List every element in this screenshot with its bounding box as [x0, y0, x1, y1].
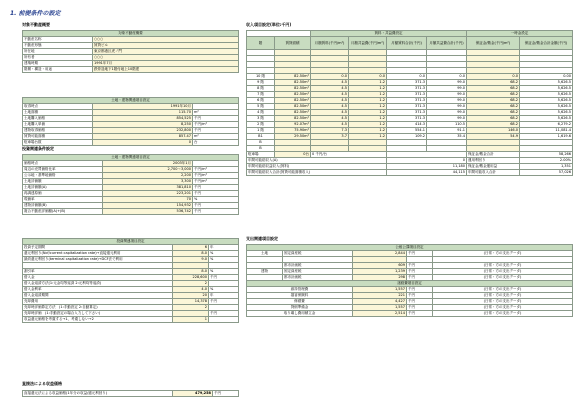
summary-label: 年間可能総収益収入(賃料)	[247, 164, 387, 170]
invest-unit: 千円	[193, 191, 239, 197]
income-col-header: 月額共益費(千円/m²)	[349, 37, 387, 50]
invest2-value[interactable]: 6	[173, 245, 209, 251]
overview-label: 所在地	[23, 49, 93, 55]
land-label: 駐車場台数	[23, 140, 93, 146]
land-label: 土地購入価格	[23, 116, 93, 122]
tax-table	[246, 244, 573, 281]
land-value[interactable]: 857.47	[93, 134, 193, 140]
invest2-unit: %	[209, 251, 239, 257]
tax-label: 都市計画税	[283, 263, 353, 269]
invest-unit: 千円/m²	[193, 179, 239, 185]
tax-unit: 千円	[407, 263, 433, 269]
invest2-unit: 千円	[209, 311, 239, 317]
misc-unit: 千円	[407, 293, 433, 299]
invest-label: 建物評価額(B)	[23, 203, 103, 209]
result-heading: 直接法による収益価格	[22, 381, 62, 386]
overview-value[interactable]: ○○○	[93, 37, 239, 43]
floor-cell[interactable]: 35.4	[427, 134, 467, 140]
parking-label: 駐車場	[247, 152, 275, 158]
invest2-label: 借入金利率	[23, 287, 173, 293]
floor-cell[interactable]: 5,626.5	[520, 98, 573, 104]
tax-value[interactable]: 609	[353, 263, 407, 269]
invest-unit: 千円/m²	[193, 173, 239, 179]
floor-cell[interactable]: 5,626.5	[520, 86, 573, 92]
invest-value[interactable]: 536,742	[103, 209, 193, 215]
summary-value2: 1,351	[520, 164, 573, 170]
floor-cell[interactable]: 4.5	[311, 110, 349, 116]
summary-label2: 保証金/敷金運用益	[467, 164, 520, 170]
land-label: 賃貸可能面積	[23, 134, 93, 140]
misc-value[interactable]: 1,557	[353, 287, 407, 293]
invest2-label: 最終還元利回り(terminal capitalization rate)→DCF法で利用	[23, 257, 173, 263]
invest-value[interactable]: 2003年1月	[103, 161, 193, 167]
floor-cell[interactable]: 99.0	[427, 80, 467, 86]
floor-cell[interactable]: 1.2	[349, 80, 387, 86]
overview-label: 建築時期	[23, 61, 93, 67]
tax-note: (日常・方の支出データ)	[433, 251, 573, 257]
land-label: 取得時点	[23, 104, 93, 110]
floor-cell[interactable]: 4.5	[311, 98, 349, 104]
floor-cell[interactable]: 4.5	[311, 86, 349, 92]
floor-cell[interactable]: 54.9	[467, 134, 520, 140]
land-label: 土地面積	[23, 110, 93, 116]
floor-cell[interactable]: 4.5	[311, 122, 349, 128]
tax-category: 建物	[247, 269, 283, 275]
floor-cell[interactable]: 3.7	[311, 134, 349, 140]
tax-unit: 千円	[407, 269, 433, 275]
invest2-value[interactable]: 228,600	[173, 275, 209, 281]
floor-label: 7 階	[247, 92, 275, 98]
floor-cell[interactable]: 99.0	[427, 92, 467, 98]
floor-label: 5 階	[247, 104, 275, 110]
invest2-unit: %	[209, 287, 239, 293]
floor-cell[interactable]: 1.2	[349, 122, 387, 128]
invest-value[interactable]: 2,200	[103, 173, 193, 179]
floor-cell[interactable]: 371.3	[387, 98, 427, 104]
income-col-header: 月額賃料合計(千円)	[387, 37, 427, 50]
misc-unit: 千円	[407, 299, 433, 305]
floor-cell[interactable]: 5,626.5	[520, 116, 573, 122]
misc-value[interactable]: 221	[353, 293, 407, 299]
tax-note: (日常・方の支出データ)	[433, 275, 573, 281]
land-label: 土地購入単価	[23, 122, 93, 128]
floor-cell[interactable]: 68.2	[467, 116, 520, 122]
floor-cell[interactable]: 82.50m²	[275, 92, 311, 98]
overview-value[interactable]: 東京都港区虎ノ門	[93, 49, 239, 55]
invest2-value[interactable]: 4.0	[173, 287, 209, 293]
land-unit: 千円	[193, 116, 239, 122]
floor-cell[interactable]: 82.50m²	[275, 74, 311, 80]
tax-note: (日常・方の支出データ)	[433, 263, 573, 269]
misc-note: (日常・方の支出データ)	[433, 305, 573, 311]
deposit-group-header: 一時金設定	[467, 31, 573, 37]
invest-value[interactable]: 3,300	[103, 179, 193, 185]
floor-cell[interactable]: 146.0	[467, 128, 520, 134]
floor-cell[interactable]: 99.0	[427, 98, 467, 104]
invest2-unit: %	[209, 257, 239, 263]
invest2-row	[23, 317, 239, 323]
income-heading: 収入項目設定(単位:千円)	[246, 22, 292, 27]
invest2-label: 売却時評価算定方法 (1:手動設定 2:自動算定)	[23, 305, 173, 311]
invest2-unit: 年	[209, 293, 239, 299]
income-col-header: 階	[247, 37, 275, 50]
invest2-unit: 年	[209, 245, 239, 251]
floor-cell[interactable]: 371.3	[387, 80, 427, 86]
income-col-header: 月額共益費合計(千円)	[427, 37, 467, 50]
floor-cell[interactable]: 82.50m²	[275, 104, 311, 110]
invest-unit: 千円	[193, 185, 239, 191]
misc-table-header: 諸経費項目設定	[247, 281, 573, 287]
overview-label: 不動産名称	[23, 37, 93, 43]
rent-group-header: 賃料・共益費設定	[311, 31, 467, 37]
floor-cell[interactable]: 68.2	[467, 122, 520, 128]
floor-cell[interactable]: 5,626.5	[520, 80, 573, 86]
invest-value[interactable]: 223,201	[103, 191, 193, 197]
misc-value[interactable]: 1,557	[353, 305, 407, 311]
invest2-unit: 千円	[209, 275, 239, 281]
invest-value[interactable]: 2,700〜3,000	[103, 167, 193, 173]
summary-label: 年間可能総収入(A)	[247, 158, 387, 164]
invest-heading: 投資関連条件設定	[22, 146, 54, 151]
floor-cell[interactable]: 1.2	[349, 128, 387, 134]
invest-unit: %	[193, 197, 239, 203]
floor-cell[interactable]: 109.2	[387, 134, 427, 140]
floor-cell[interactable]: 0.00	[520, 74, 573, 80]
misc-unit: 千円	[407, 311, 433, 317]
floor-cell[interactable]: 4.5	[311, 80, 349, 86]
tax-unit: 千円	[407, 251, 433, 257]
tax-value[interactable]: 1,239	[353, 269, 407, 275]
summary-value2: 2.00%	[520, 158, 573, 164]
floor-label: B1	[247, 134, 275, 140]
income-table	[246, 30, 573, 176]
floor-label: 1 階	[247, 128, 275, 134]
floor-cell[interactable]: 68.2	[467, 92, 520, 98]
tax-label: 都市計画税	[283, 275, 353, 281]
summary-label: 年間可能総収入合計(賃貸可能面積収入)	[247, 170, 387, 176]
invest2-label: 還元利回り(Ncf/current capitalization rate)→直接還元利用	[23, 251, 173, 257]
land-unit: 台	[193, 140, 239, 146]
invest2-label: 借入金	[23, 275, 173, 281]
floor-cell[interactable]: 5,626.5	[520, 110, 573, 116]
floor-cell[interactable]: 91.1	[427, 128, 467, 134]
land-table-header: 土地・建物関連項目設定	[23, 98, 239, 104]
overview-row	[23, 67, 239, 73]
result-unit: 千円	[213, 391, 239, 397]
overview-value[interactable]: 賃貸ビル	[93, 43, 239, 49]
invest2-unit	[209, 317, 239, 323]
floor-cell[interactable]: 11,081.4	[520, 128, 573, 134]
floor-cell[interactable]: 371.3	[387, 110, 427, 116]
invest-value[interactable]: 70	[103, 197, 193, 203]
floor-cell[interactable]: 4.5	[311, 92, 349, 98]
floor-cell[interactable]: 7.3	[311, 128, 349, 134]
invest-row	[23, 209, 239, 215]
floor-cell[interactable]: 0.0	[427, 74, 467, 80]
invest-label: 周辺の売買価格比率	[23, 167, 103, 173]
land-value[interactable]: 1991年10月	[93, 104, 193, 110]
overview-value[interactable]: 鉄骨造地下1階付地上10階建	[93, 67, 239, 73]
overview-table-header: 対象不動産概要	[23, 31, 239, 37]
invest2-value[interactable]: 8.0	[173, 251, 209, 257]
floor-cell[interactable]: 92.07m²	[275, 122, 311, 128]
invest2-value[interactable]: 20	[173, 293, 209, 299]
land-value[interactable]: 232,800	[93, 128, 193, 134]
floor-cell[interactable]: 554.1	[387, 128, 427, 134]
invest2-label: 売却時評価 (1:手動設定の場合入力して下さい)	[23, 311, 173, 317]
floor-label: 10 階	[247, 74, 275, 80]
invest-label: 現価率	[23, 197, 103, 203]
floor-label: 4 階	[247, 110, 275, 116]
floor-label: 6 階	[247, 98, 275, 104]
floor-cell[interactable]: 0.0	[349, 74, 387, 80]
floor-cell[interactable]: 1.2	[349, 134, 387, 140]
misc-unit: 千円	[407, 287, 433, 293]
floor-label: 9 階	[247, 80, 275, 86]
floor-cell[interactable]: 414.3	[387, 122, 427, 128]
misc-label: 修繕費	[247, 299, 353, 305]
overview-label: 所有者	[23, 55, 93, 61]
summary-label2: 運用利回り	[467, 158, 520, 164]
invest-unit: 千円	[193, 209, 239, 215]
floor-cell[interactable]: 29.50m²	[275, 134, 311, 140]
floor-cell[interactable]: 82.50m²	[275, 110, 311, 116]
floor-cell[interactable]: 1.2	[349, 104, 387, 110]
invest-label: 公示地・基準地価格	[23, 173, 103, 179]
land-unit: 千円/m²	[193, 122, 239, 128]
tax-note: (日常・方の支出データ)	[433, 269, 573, 275]
invest-table	[22, 154, 239, 215]
result-value[interactable]: 479,258	[173, 391, 213, 397]
invest-table-header: 土地・建物関連項目設定	[23, 155, 239, 161]
floor-cell[interactable]: 1.2	[349, 92, 387, 98]
invest-value[interactable]: 154,932	[103, 203, 193, 209]
floor-cell[interactable]: 4.5	[311, 116, 349, 122]
summary-value: 0	[387, 158, 467, 164]
invest2-unit: %	[209, 269, 239, 275]
floor-cell[interactable]: 82.50m²	[275, 80, 311, 86]
floor-cell[interactable]: 99.0	[427, 104, 467, 110]
floor-cell[interactable]: 99.0	[427, 86, 467, 92]
misc-label: 損害保険料	[247, 293, 353, 299]
invest2-value[interactable]: 2	[173, 281, 209, 287]
income-col-header: 賃貸面積	[275, 37, 311, 50]
floor-cell[interactable]: 5,626.5	[520, 104, 573, 110]
overview-table	[22, 30, 239, 73]
misc-note: (日常・方の支出データ)	[433, 293, 573, 299]
overview-value[interactable]: ○○○	[93, 55, 239, 61]
parking-unit: 0 千円/台	[311, 152, 387, 158]
floor-cell[interactable]: 82.50m²	[275, 116, 311, 122]
invest2-value[interactable]: 8.0	[173, 269, 209, 275]
invest2-value[interactable]: 9.0	[173, 257, 209, 263]
floor-cell[interactable]: 1.2	[349, 86, 387, 92]
land-label: 建物取得価格	[23, 128, 93, 134]
floor-label: B	[247, 140, 275, 146]
invest2-value[interactable]: 14,378	[173, 299, 209, 305]
land-value[interactable]: 8,250	[93, 122, 193, 128]
result-label: 直接還元法による収益価格(1年分の収益/還元利回り)	[23, 391, 173, 397]
tax-category: 土地	[247, 251, 283, 257]
floor-cell[interactable]: 68.2	[467, 80, 520, 86]
tax-value[interactable]: 298	[353, 275, 407, 281]
floor-cell[interactable]: 1.2	[349, 98, 387, 104]
misc-note: (日常・方の支出データ)	[433, 299, 573, 305]
misc-unit: 千円	[407, 305, 433, 311]
land-value[interactable]: 854,525	[93, 116, 193, 122]
misc-label: 取り壊し費用積立金	[247, 311, 353, 317]
land-unit: m²	[193, 134, 239, 140]
page-title: 1. 前提条件の設定	[10, 10, 61, 17]
floor-cell[interactable]: 1.2	[349, 116, 387, 122]
floor-cell[interactable]: 371.3	[387, 104, 427, 110]
total-deposit-value: 58,266	[520, 152, 573, 158]
floor-cell[interactable]: 99.0	[427, 116, 467, 122]
floor-cell[interactable]: 82.50m²	[275, 98, 311, 104]
overview-value[interactable]: 1991年7月	[93, 61, 239, 67]
tax-label: 固定資産税	[283, 269, 353, 275]
summary-value: 44,115	[387, 170, 467, 176]
floor-label: B	[247, 146, 275, 152]
floor-cell[interactable]: 1,619.6	[520, 134, 573, 140]
tax-label: 固定資産税	[283, 251, 353, 257]
invest2-label: 投資予定期間	[23, 245, 173, 251]
land-unit: m²	[193, 110, 239, 116]
invest2-label: 借入金返済方法(1:元金均等返済 2:元利均等返済)	[23, 281, 173, 287]
floor-cell[interactable]: 68.2	[467, 104, 520, 110]
floor-cell[interactable]: 0.0	[467, 74, 520, 80]
floor-cell[interactable]: 68.2	[467, 98, 520, 104]
invest-label: 土地評価額(A)	[23, 185, 103, 191]
misc-row	[247, 311, 573, 317]
misc-value[interactable]: 4,427	[353, 299, 407, 305]
invest2-table	[22, 238, 239, 323]
summary-row	[247, 170, 573, 176]
overview-label: 不動産形態	[23, 43, 93, 49]
summary-value: 11,180	[387, 164, 467, 170]
land-row	[23, 140, 239, 146]
total-deposit-label: 保証金/敷金合計	[467, 152, 520, 158]
invest2-unit: 千円	[209, 299, 239, 305]
income-col-header: 月額賃料(千円/m²)	[311, 37, 349, 50]
floor-cell[interactable]: 5,626.5	[520, 92, 573, 98]
floor-cell[interactable]: 0.0	[387, 74, 427, 80]
misc-value[interactable]: 2,514	[353, 311, 407, 317]
misc-label: 貸倒準備金	[247, 305, 353, 311]
invest2-label: 売却費用	[23, 299, 173, 305]
floor-cell[interactable]: 0.0	[311, 74, 349, 80]
floor-label: 2 階	[247, 122, 275, 128]
floor-cell[interactable]: 6,279.2	[520, 122, 573, 128]
floor-cell[interactable]: 68.2	[467, 110, 520, 116]
misc-label: 維持管理費	[247, 287, 353, 293]
tax-value[interactable]: 2,844	[353, 251, 407, 257]
tax-unit: 千円	[407, 275, 433, 281]
expense-heading: 支出関連項目設定	[246, 236, 278, 241]
invest2-value[interactable]: 1	[173, 317, 209, 323]
income-col-header: 保証金/敷金(千円/m²)	[467, 37, 520, 50]
misc-note: (日常・方の支出データ)	[433, 311, 573, 317]
misc-note: (日常・方の支出データ)	[433, 287, 573, 293]
result-table	[22, 390, 239, 397]
invest2-label: 借入金返済期間	[23, 293, 173, 299]
invest-value[interactable]: 381,810	[103, 185, 193, 191]
floor-label: 8 階	[247, 86, 275, 92]
invest2-table-header: 投資関連項目設定	[23, 239, 239, 245]
invest-label: 再調達原価	[23, 191, 103, 197]
floor-cell[interactable]: 68.2	[467, 86, 520, 92]
land-table	[22, 97, 239, 146]
overview-label: 階層・構造・用途	[23, 67, 93, 73]
parking-value[interactable]: 0台	[275, 152, 311, 158]
invest-unit: 千円	[193, 203, 239, 209]
floor-cell[interactable]: 110.5	[427, 122, 467, 128]
invest-label: 価格時点	[23, 161, 103, 167]
floor-cell[interactable]: 371.3	[387, 92, 427, 98]
floor-cell[interactable]: 82.50m²	[275, 86, 311, 92]
misc-table	[246, 280, 573, 317]
floor-cell[interactable]: 75.90m²	[275, 128, 311, 134]
invest2-value[interactable]: 2	[173, 305, 209, 311]
invest2-label: 収益還元価格を考慮する→1、考慮しない→2	[23, 317, 173, 323]
floor-cell[interactable]: 1.2	[349, 110, 387, 116]
invest-unit: 千円/m²	[193, 167, 239, 173]
floor-label: 3 階	[247, 116, 275, 122]
land-unit: 千円	[193, 128, 239, 134]
invest-label: 土地評価額	[23, 179, 103, 185]
floor-cell[interactable]: 371.3	[387, 116, 427, 122]
land-value[interactable]: 115.70	[93, 110, 193, 116]
tax-table-header: 公租公課項目設定	[247, 245, 573, 251]
invest2-label: 割引率	[23, 269, 173, 275]
land-value[interactable]: 0	[93, 140, 193, 146]
invest-label: 複合不動産評価額(A)+(B)	[23, 209, 103, 215]
floor-cell[interactable]: 99.0	[427, 110, 467, 116]
income-col-header: 保証金/敷金合計金額(千円)	[520, 37, 573, 50]
floor-cell[interactable]: 4.5	[311, 104, 349, 110]
floor-cell[interactable]: 371.3	[387, 86, 427, 92]
summary-label2: 年間可能収入合計	[467, 170, 520, 176]
overview-heading: 対象不動産概要	[22, 22, 50, 27]
summary-value2: 57,026	[520, 170, 573, 176]
